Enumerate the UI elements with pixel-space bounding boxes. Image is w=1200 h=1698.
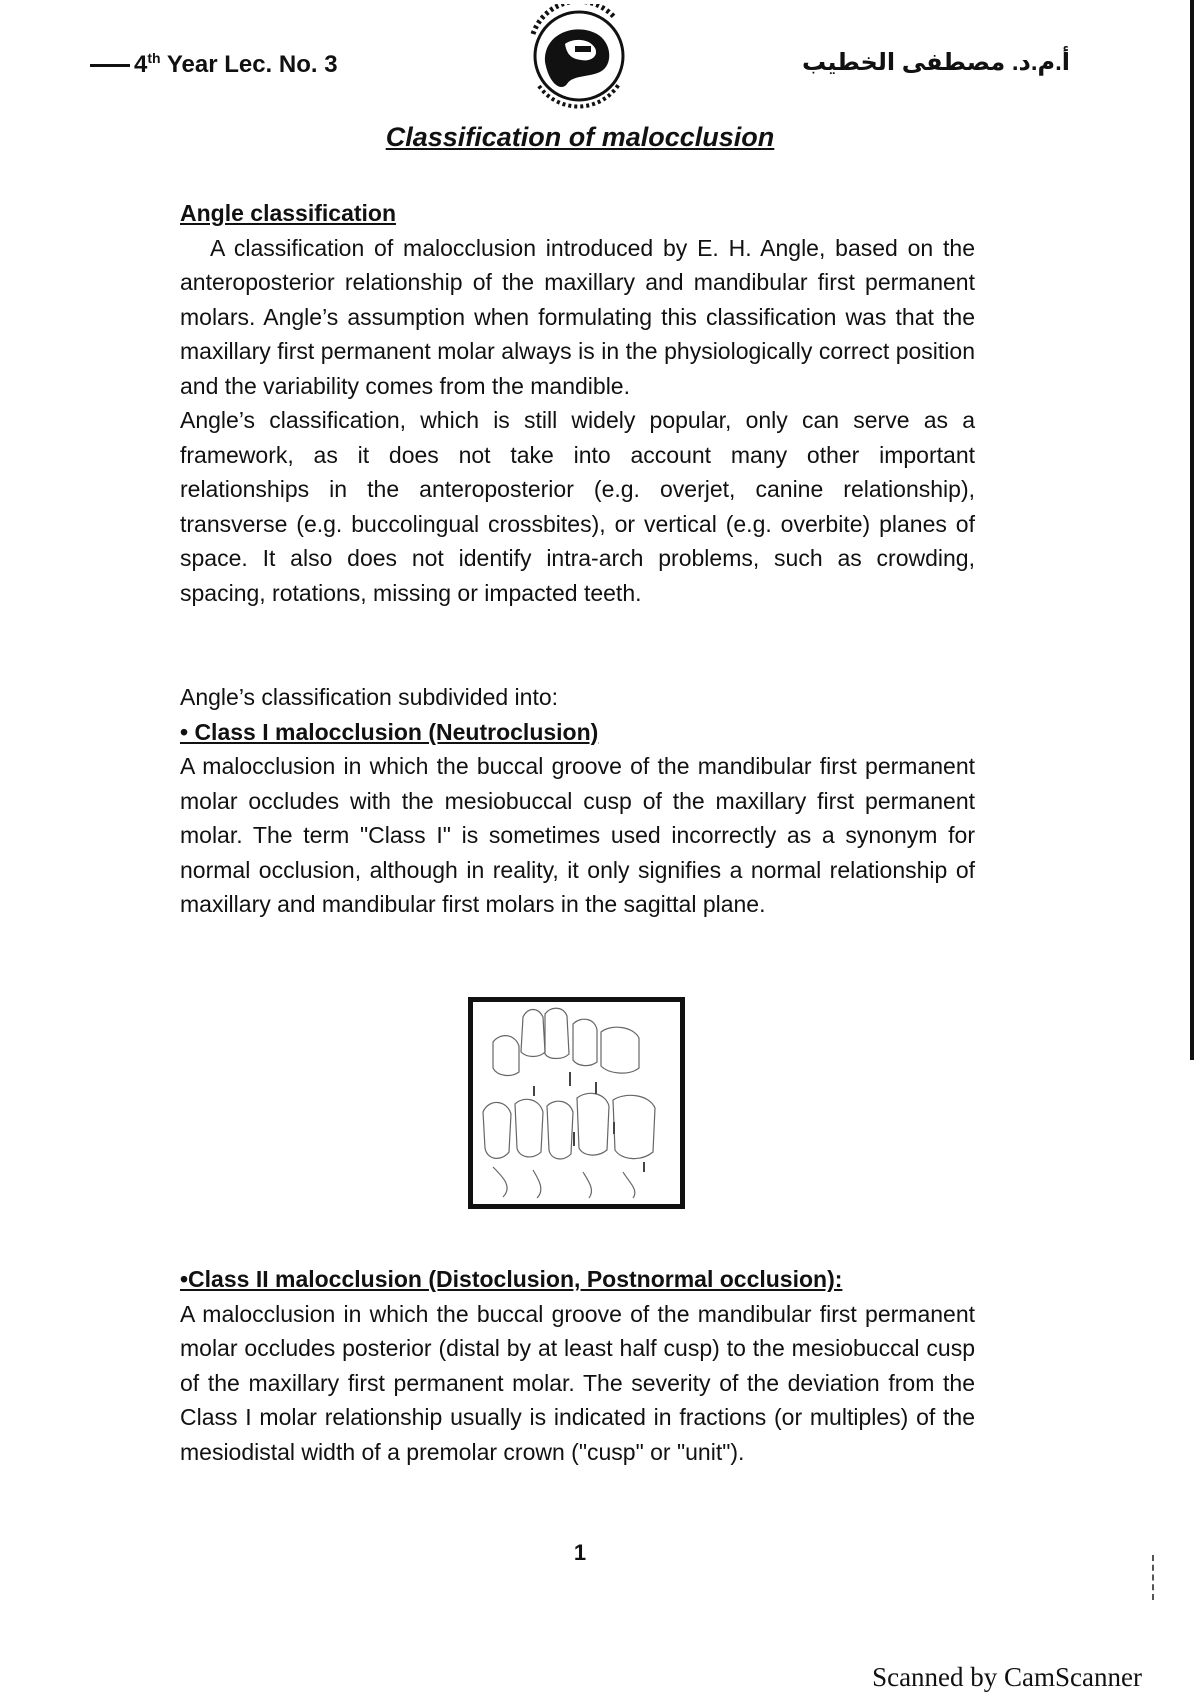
header-lecture-info [90,50,338,79]
angle-paragraph-2: Angle’s classification, which is still widely popular, only can serve as a framework, as it does not take into account many other important relationships in the anteroposterior (e.g. overjet, canine relationship), transverse (e.g. buccolingual crossbites), or vertical (e.g. overbite) planes of space. It also does not identify intra-arch problems, such as crowding, spacing, rotations, missing or impacted teeth. [180,407,975,606]
angle-paragraph-1: A classification of malocclusion introduced by E. H. Angle, based on the anteroposterior relationship of the maxillary and mandibular first permanent molars. Angle’s assumption when formulating this classification was that the maxillary first permanent molar always is in the physiologically correct position and the variability comes from the mandible. [180,234,975,399]
page-number: 1 [573,1540,587,1565]
angle-heading: Angle classification [180,200,397,226]
class1-molar-diagram [468,997,685,1209]
class1-section [180,680,975,922]
angle-section [180,196,975,610]
header-lecture-number: Year Lec. No. 3 [160,51,338,78]
class1-heading: • Class I malocclusion (Neutroclusion) [180,718,599,745]
class2-paragraph: A malocclusion in which the buccal groove of the mandibular first permanent molar occludes posterior (distal by at least half cusp) to the mesiobuccal cusp of the maxillary first permanent molar. The severity of the deviation from the Class I molar relationship usually is indicated in fractions (or multiples) of the mesiodistal width of a premolar crown ("cusp" or "unit"). [180,1300,975,1465]
subdivided-intro: Angle’s classification subdivided into: [180,684,559,710]
header-year-suffix: th [147,50,161,66]
class2-section [180,1262,975,1469]
teeth-sketch-icon [473,1002,680,1204]
header-dash [90,64,130,67]
header-author-arabic: أ.م.د. مصطفى الخطيب [801,49,1070,76]
page-edge-border [1190,0,1194,1060]
header-year-number: 4 [134,51,148,78]
university-logo-icon [515,4,643,114]
scanner-watermark: Scanned by CamScanner [872,1662,1142,1692]
class2-heading: •Class II malocclusion (Distoclusion, Postnormal occlusion): [180,1266,843,1292]
class1-paragraph: A malocclusion in which the buccal groove of the mandibular first permanent molar occludes with the mesiobuccal cusp of the maxillary first permanent molar. The term "Class I" is sometimes used incorrectly as a synonym for normal occlusion, although in reality, it only signifies a normal relationship of maxillary and mandibular first molars in the sagittal plane. [180,753,975,917]
page-title: Classification of malocclusion [385,122,775,152]
